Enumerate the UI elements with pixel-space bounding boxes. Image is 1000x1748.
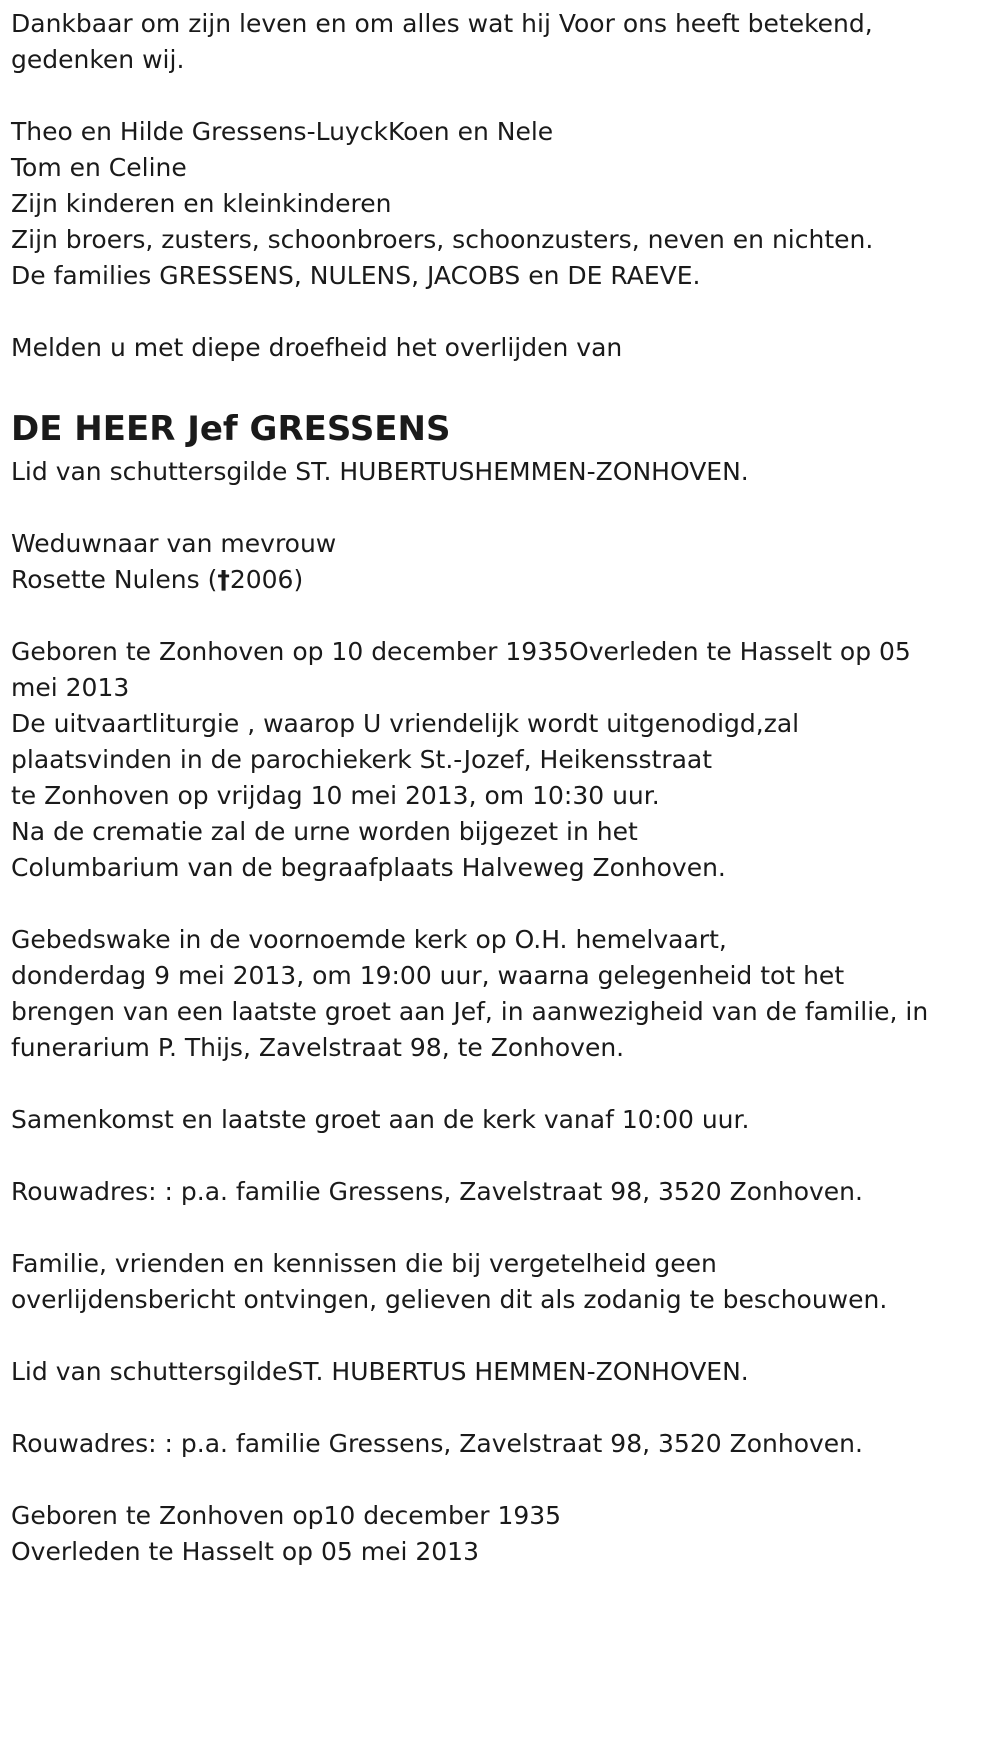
vigil-line: Gebedswake in de voornoemde kerk op O.H. hemelvaart,: [11, 925, 727, 954]
family-list: [11, 114, 991, 294]
spacer: [11, 490, 991, 526]
widower-line: Weduwnaar van mevrouw: [11, 529, 337, 558]
notice-line: Familie, vrienden en kennissen die bij vergetelheid geen: [11, 1249, 717, 1278]
membership-line-2: Lid van schuttersgildeST. HUBERTUS HEMMEN-ZONHOVEN.: [11, 1357, 749, 1386]
mourning-address: Rouwadres: : p.a. familie Gressens, Zavelstraat 98, 3520 Zonhoven.: [11, 1177, 863, 1206]
family-line: De families GRESSENS, NULENS, JACOBS en DE RAEVE.: [11, 261, 701, 290]
spacer: [11, 1066, 991, 1102]
notice-paragraph: [11, 1246, 991, 1318]
family-line: Zijn kinderen en kleinkinderen: [11, 189, 392, 218]
spacer: [11, 1138, 991, 1174]
spacer: [11, 886, 991, 922]
service-line: De uitvaartliturgie , waarop U vriendelijk wordt uitgenodigd,zal: [11, 709, 800, 738]
service-line: mei 2013: [11, 673, 130, 702]
family-line: Tom en Celine: [11, 153, 187, 182]
service-line: Na de crematie zal de urne worden bijgezet in het: [11, 817, 638, 846]
death-line: Overleden te Hasselt op 05 mei 2013: [11, 1537, 479, 1566]
mourning-address-2: Rouwadres: : p.a. familie Gressens, Zavelstraat 98, 3520 Zonhoven.: [11, 1429, 863, 1458]
spacer: [11, 1210, 991, 1246]
service-line: plaatsvinden in de parochiekerk St.-Jozef, Heikensstraat: [11, 745, 713, 774]
spouse-name: Rosette Nulens (: [11, 565, 218, 594]
deceased-name-heading: DE HEER Jef GRESSENS: [11, 409, 451, 449]
spacer: [11, 294, 991, 330]
spacer: [11, 598, 991, 634]
service-line: te Zonhoven op vrijdag 10 mei 2013, om 10:30 uur.: [11, 781, 660, 810]
family-line: Theo en Hilde Gressens-LuyckKoen en Nele: [11, 117, 554, 146]
vigil-line: brengen van een laatste groet aan Jef, in aanwezigheid van de familie, in: [11, 997, 929, 1026]
birth-line: Geboren te Zonhoven op10 december 1935: [11, 1501, 562, 1530]
spacer: [11, 78, 991, 114]
spacer: [11, 1462, 991, 1498]
vigil-line: donderdag 9 mei 2013, om 19:00 uur, waarna gelegenheid tot het: [11, 961, 845, 990]
notice-line: overlijdensbericht ontvingen, gelieven dit als zodanig te beschouwen.: [11, 1285, 888, 1314]
dates-and-service: [11, 634, 991, 886]
spacer: [11, 1390, 991, 1426]
intro-line: Dankbaar om zijn leven en om alles wat hij Voor ons heeft betekend,: [11, 9, 873, 38]
vigil-line: funerarium P. Thijs, Zavelstraat 98, te Zonhoven.: [11, 1033, 625, 1062]
spouse-death-year: 2006): [229, 565, 304, 594]
service-line: Columbarium van de begraafplaats Halveweg Zonhoven.: [11, 853, 726, 882]
spouse-line: [11, 562, 991, 598]
service-line: Geboren te Zonhoven op 10 december 1935Overleden te Hasselt op 05: [11, 637, 911, 666]
spacer: [11, 366, 991, 402]
dagger-icon: †: [217, 565, 230, 594]
family-line: Zijn broers, zusters, schoonbroers, schoonzusters, neven en nichten.: [11, 225, 874, 254]
vigil-paragraph: [11, 922, 991, 1066]
obituary-document: [11, 6, 991, 1570]
membership-line: Lid van schuttersgilde ST. HUBERTUSHEMMEN-ZONHOVEN.: [11, 457, 749, 486]
intro-paragraph: [11, 6, 991, 78]
gathering-line: Samenkomst en laatste groet aan de kerk vanaf 10:00 uur.: [11, 1105, 750, 1134]
widower-block: [11, 526, 991, 598]
spacer: [11, 1318, 991, 1354]
announcement-text: Melden u met diepe droefheid het overlijden van: [11, 333, 623, 362]
intro-line: gedenken wij.: [11, 45, 185, 74]
closing-dates: [11, 1498, 991, 1570]
